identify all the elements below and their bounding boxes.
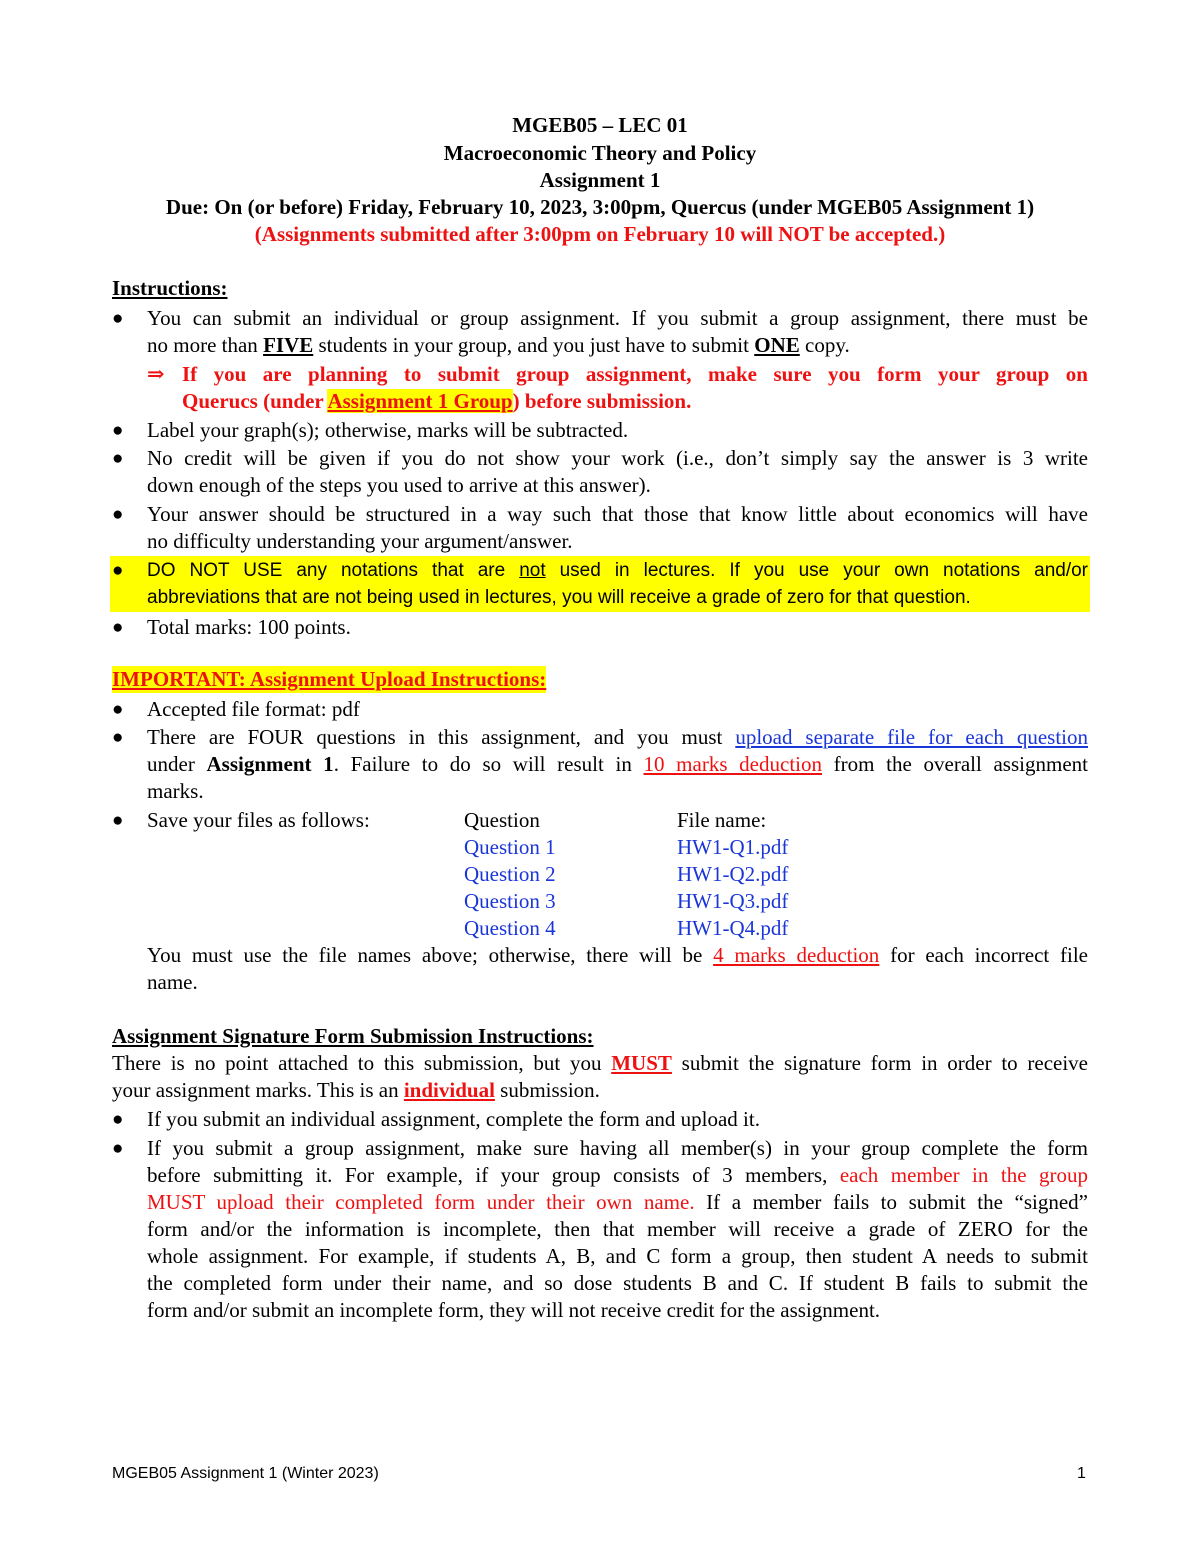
signature-rule-2-line-1: If you submit a group assignment, make sure having all member(s) in your group complete the form [147, 1136, 1088, 1160]
file-name: HW1-Q2.pdf [677, 862, 789, 886]
group-note-line-2: Querucs (under Assignment 1 Group) before submission. [182, 389, 692, 413]
signature-rule-2-line-2: before submitting it. For example, if your group consists of 3 members, each member in the group [147, 1163, 1088, 1187]
upload-heading: IMPORTANT: Assignment Upload Instructions: [112, 667, 547, 691]
question-label: Question 1 [464, 835, 556, 859]
page-number: 1 [1077, 1465, 1086, 1482]
instruction-5-line-1: DO NOT USE any notations that are not used in lectures. If you use your own notations and/or [147, 560, 1088, 581]
instruction-1-line-1: You can submit an individual or group assignment. If you submit a group assignment, there must be [147, 306, 1088, 330]
bullet-icon: ● [112, 810, 124, 831]
instruction-4-line-2: no difficulty understanding your argument/answer. [147, 529, 573, 553]
instruction-1-line-2: no more than FIVE students in your group, and you just have to submit ONE copy. [147, 333, 850, 357]
bullet-icon: ● [112, 560, 124, 581]
signature-rule-2-line-3: MUST upload their completed form under their own name. If a member fails to submit the “signed” [147, 1190, 1088, 1214]
question-label: Question 2 [464, 862, 556, 886]
arrow-icon: ⇒ [147, 362, 165, 386]
file-name-note-line-2: name. [147, 970, 198, 994]
file-name: HW1-Q4.pdf [677, 916, 789, 940]
signature-para-line-2: your assignment marks. This is an individual submission. [112, 1078, 600, 1102]
signature-para-line-1: There is no point attached to this submission, but you MUST submit the signature form in order to receive [112, 1051, 1088, 1075]
bullet-icon: ● [112, 504, 124, 525]
late-notice: (Assignments submitted after 3:00pm on February 10 will NOT be accepted.) [254, 222, 946, 246]
instruction-5-line-2: abbreviations that are not being used in lectures, you will receive a grade of zero for that question. [147, 587, 971, 608]
instructions-heading: Instructions: [112, 276, 228, 300]
bullet-icon: ● [112, 448, 124, 469]
column-file-header: File name: [677, 808, 767, 832]
signature-rule-2-line-6: the completed form under their name, and so dose students B and C. If student B fails to submit the [147, 1271, 1088, 1295]
upload-rule-line-1: There are FOUR questions in this assignment, and you must upload separate file for each question [147, 725, 1088, 749]
upload-rule-line-2: under Assignment 1. Failure to do so will result in 10 marks deduction from the overall assignment [147, 752, 1088, 776]
file-name-note-line-1: You must use the file names above; otherwise, there will be 4 marks deduction for each incorrect file [147, 943, 1088, 967]
assignment-title: Assignment 1 [539, 168, 661, 192]
bullet-icon: ● [112, 727, 124, 748]
signature-rule-2-line-4: form and/or the information is incomplete, then that member will receive a grade of ZERO for the [147, 1217, 1088, 1241]
bullet-icon: ● [112, 617, 124, 638]
signature-rule-1: If you submit an individual assignment, complete the form and upload it. [147, 1107, 760, 1131]
bullet-icon: ● [112, 699, 124, 720]
instruction-2: Label your graph(s); otherwise, marks will be subtracted. [147, 418, 629, 442]
bullet-icon: ● [112, 1109, 124, 1130]
bullet-icon: ● [112, 308, 124, 329]
instruction-6: Total marks: 100 points. [147, 615, 351, 639]
signature-rule-2-line-5: whole assignment. For example, if students A, B, and C form a group, then student A needs to submit [147, 1244, 1088, 1268]
instruction-3-line-2: down enough of the steps you used to arrive at this answer). [147, 473, 651, 497]
instruction-4-line-1: Your answer should be structured in a way such that those that know little about economics will have [147, 502, 1088, 526]
signature-rule-2-line-7: form and/or submit an incomplete form, they will not receive credit for the assignment. [147, 1298, 881, 1322]
instruction-3-line-1: No credit will be given if you do not show your work (i.e., don’t simply say the answer is 3 write [147, 446, 1088, 470]
footer-text: MGEB05 Assignment 1 (Winter 2023) [112, 1465, 379, 1482]
course-title: Macroeconomic Theory and Policy [443, 141, 757, 165]
upload-rule-line-3: marks. [147, 779, 204, 803]
file-name: HW1-Q3.pdf [677, 889, 789, 913]
column-question-header: Question [464, 808, 540, 832]
signature-heading: Assignment Signature Form Submission Instructions: [112, 1024, 594, 1048]
due-date: Due: On (or before) Friday, February 10, 2023, 3:00pm, Quercus (under MGEB05 Assignment 1) [165, 195, 1035, 219]
group-note-line-1: If you are planning to submit group assignment, make sure you form your group on [182, 362, 1088, 386]
bullet-icon: ● [112, 1138, 124, 1159]
bullet-icon: ● [112, 420, 124, 441]
question-label: Question 4 [464, 916, 556, 940]
save-files-label: Save your files as follows: [147, 808, 370, 832]
file-name: HW1-Q1.pdf [677, 835, 789, 859]
upload-format: Accepted file format: pdf [147, 697, 360, 721]
question-label: Question 3 [464, 889, 556, 913]
course-code: MGEB05 – LEC 01 [512, 113, 688, 137]
